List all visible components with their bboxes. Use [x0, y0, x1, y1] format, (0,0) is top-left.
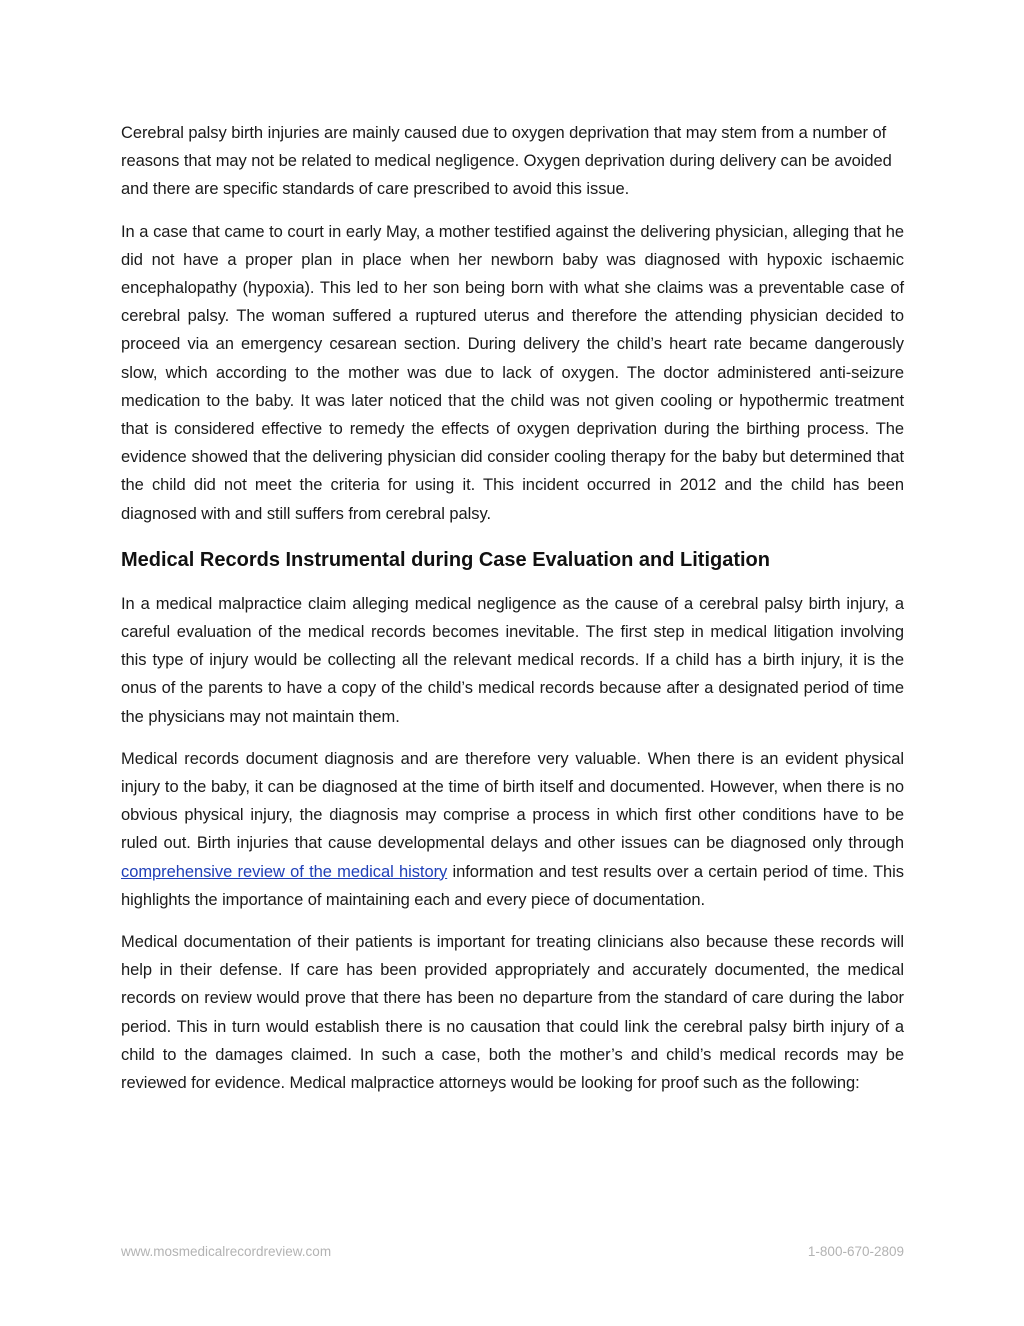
footer-phone: 1-800-670-2809 [807, 1244, 904, 1259]
page-footer [121, 1244, 904, 1259]
paragraph-diagnosis [121, 745, 904, 914]
footer-website: www.mosmedicalrecordreview.com [121, 1244, 332, 1259]
paragraph-intro: Cerebral palsy birth injuries are mainly caused due to oxygen deprivation that may stem from a number of reasons that may not be related to medical negligence. Oxygen deprivation during delivery can be avoided and there are specific standards of care prescribed to avoid this issue. [121, 124, 892, 199]
document-page [121, 119, 904, 1111]
paragraph-documentation: Medical documentation of their patients is important for treating clinicians also because these records will help in their defense. If care has been provided appropriately and accurately documented, the medical records on review would prove that there has been no departure from the standard of care during the labor period. This in turn would establish there is no causation that could link the cerebral palsy birth injury of a child to the damages claimed. In such a case, both the mother’s and child’s medical records may be reviewed for evidence. Medical malpractice attorneys would be looking for proof such as the following: [121, 933, 904, 1093]
paragraph-court-case: In a case that came to court in early May, a mother testified against the delivering physician, alleging that he did not have a proper plan in place when her newborn baby was diagnosed with hypoxic ischaemic encephalopathy (hypoxia). This led to her son being born with what she claims was a preventable case of cerebral palsy. The woman suffered a ruptured uterus and therefore the attending physician decided to proceed via an emergency cesarean section. During delivery the child’s heart rate became dangerously slow, which according to the mother was due to lack of oxygen. The doctor administered anti-seizure medication to the baby. It was later noticed that the child was not given cooling or hypothermic treatment that is considered effective to remedy the effects of oxygen deprivation during the birthing process. The evidence showed that the delivering physician did consider cooling therapy for the baby but determined that the child did not meet the criteria for using it. This incident occurred in 2012 and the child has been diagnosed with and still suffers from cerebral palsy. [121, 222, 904, 523]
section-heading: Medical Records Instrumental during Case Evaluation and Litigation [121, 548, 770, 571]
paragraph-diagnosis-text-before: Medical records document diagnosis and are therefore very valuable. When there is an evident physical injury to the baby, it can be diagnosed at the time of birth itself and documented. However, when there is no obvious physical injury, the diagnosis may comprise a process in which first other conditions have to be ruled out. Birth injuries that cause developmental delays and other issues can be diagnosed only through [121, 749, 904, 853]
medical-history-review-link[interactable]: comprehensive review of the medical history [121, 862, 448, 881]
paragraph-evaluation: In a medical malpractice claim alleging medical negligence as the cause of a cerebral palsy birth injury, a careful evaluation of the medical records becomes inevitable. The first step in medical litigation involving this type of injury would be collecting all the relevant medical records. If a child has a birth injury, it is the onus of the parents to have a copy of the child’s medical records because after a designated period of time the physicians may not maintain them. [121, 594, 904, 726]
paragraph-diagnosis-text-after: information and test results over a certain period of time. This highlights the importance of maintaining each and every piece of documentation. [121, 862, 904, 909]
